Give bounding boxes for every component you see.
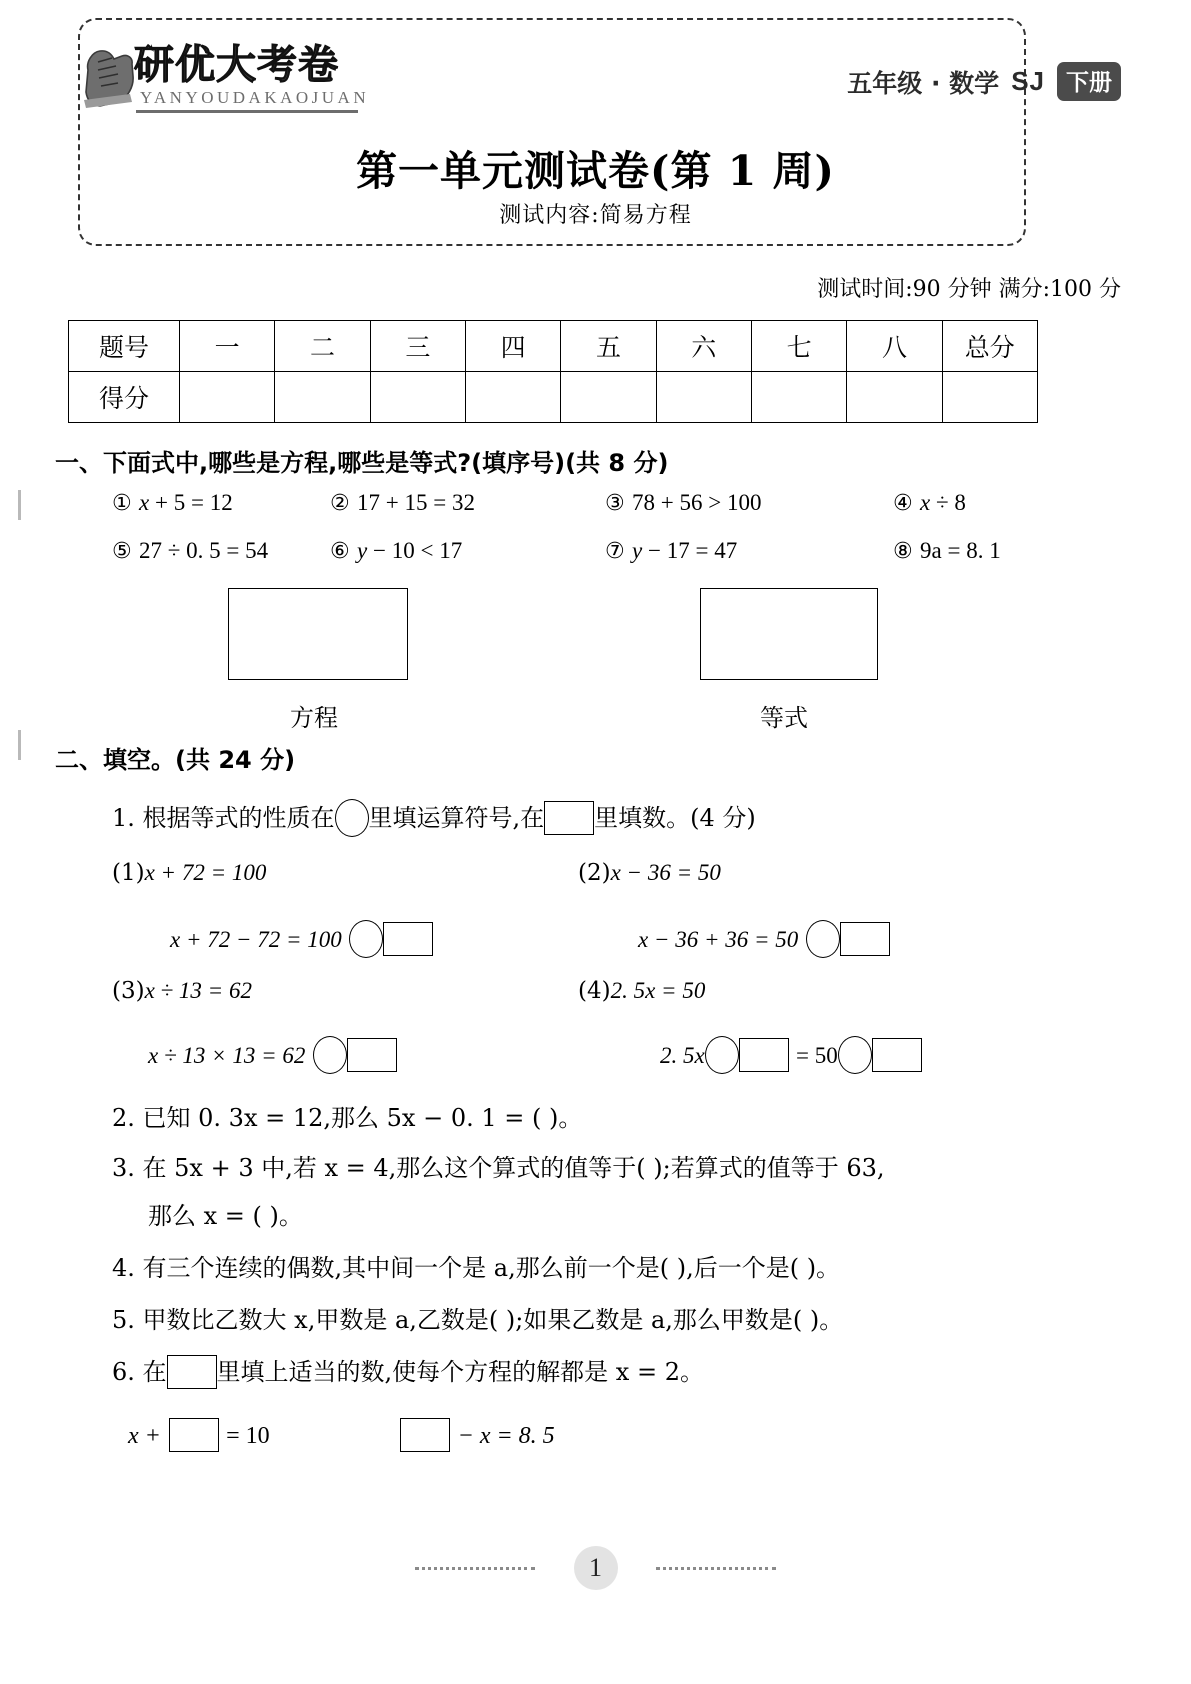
col-5: 五	[561, 321, 656, 372]
expr-item-4	[893, 490, 966, 516]
part-4-num: (4)	[578, 978, 611, 1004]
part-2-work-expr: x − 36 + 36 = 50	[638, 927, 799, 952]
part-1-number-blank[interactable]	[383, 922, 433, 956]
q6-right-post: − x = 8. 5	[457, 1423, 555, 1449]
score-cell-total[interactable]	[942, 372, 1037, 423]
part-3-num: (3)	[112, 978, 145, 1004]
col-2: 二	[275, 321, 370, 372]
expr-item-1-number: ①	[112, 491, 132, 516]
part-1-equation: x + 72 = 100	[144, 860, 267, 885]
question-1-part-3-label	[112, 978, 252, 1004]
question-6-blank-box[interactable]	[167, 1355, 217, 1389]
expr-item-5-body: 27 ÷ 0. 5 = 54	[139, 538, 269, 563]
part-2-equation: x − 36 = 50	[610, 860, 721, 885]
answer-box-equation-label: 方程	[290, 704, 338, 732]
edge-mark-top	[18, 490, 21, 520]
col-8: 八	[847, 321, 942, 372]
expr-item-7	[605, 538, 737, 564]
edge-mark-bottom	[18, 730, 21, 760]
expr-item-4-var: x	[920, 490, 931, 515]
expr-item-3	[605, 490, 762, 516]
expr-item-1-var: x	[139, 490, 150, 515]
table-row-scores	[69, 372, 1038, 423]
q6-left-pre: x +	[128, 1423, 161, 1449]
part-1-operator-blank[interactable]	[349, 920, 383, 958]
expr-item-2-number: ②	[330, 491, 350, 516]
grade-subject-label: 五年级 · 数学	[847, 68, 1000, 98]
part-2-number-blank[interactable]	[840, 922, 890, 956]
section-1-heading: 一、下面式中,哪些是方程,哪些是等式?(填序号)(共 8 分)	[55, 449, 669, 477]
page-title: 第一单元测试卷(第 1 周)	[356, 147, 835, 195]
question-1-part-2-label	[578, 860, 721, 886]
number-blank-box[interactable]	[544, 801, 594, 835]
col-7: 七	[751, 321, 846, 372]
score-cell-4[interactable]	[465, 372, 560, 423]
q6-left-post: = 10	[226, 1423, 270, 1449]
part-4-equation: 2. 5x = 50	[610, 978, 706, 1003]
expr-item-8-number: ⑧	[893, 539, 913, 564]
expr-item-3-number: ③	[605, 491, 625, 516]
question-1-text-a: 1. 根据等式的性质在	[112, 804, 335, 832]
expr-item-2-body: 17 + 15 = 32	[357, 490, 475, 515]
expr-item-6-body: − 10 < 17	[367, 538, 463, 563]
question-3-line-1: 3. 在 5x + 3 中,若 x = 4,那么这个算式的值等于( );若算式的值等于 63,	[112, 1154, 885, 1182]
col-total: 总分	[942, 321, 1037, 372]
row-label-score: 得分	[69, 372, 180, 423]
part-3-number-blank[interactable]	[347, 1038, 397, 1072]
answer-box-equation[interactable]	[228, 588, 408, 680]
question-6-text-pre: 6. 在	[112, 1358, 167, 1386]
part-1-work-expr: x + 72 − 72 = 100	[170, 927, 342, 952]
score-cell-3[interactable]	[370, 372, 465, 423]
expr-item-4-number: ④	[893, 491, 913, 516]
part-4-number-blank-b[interactable]	[872, 1038, 922, 1072]
expr-item-1	[112, 490, 233, 516]
question-2: 2. 已知 0. 3x = 12,那么 5x − 0. 1 = ( )。	[112, 1104, 583, 1132]
question-1-intro	[112, 798, 756, 837]
score-cell-7[interactable]	[751, 372, 846, 423]
part-4-work-post: = 50	[796, 1043, 838, 1068]
question-1-part-2-work	[638, 920, 890, 958]
expr-item-7-body: − 17 = 47	[642, 538, 738, 563]
col-6: 六	[656, 321, 751, 372]
col-4: 四	[465, 321, 560, 372]
part-1-num: (1)	[112, 860, 145, 886]
score-cell-1[interactable]	[180, 372, 275, 423]
question-4: 4. 有三个连续的偶数,其中间一个是 a,那么前一个是( ),后一个是( )。	[112, 1254, 841, 1282]
score-cell-5[interactable]	[561, 372, 656, 423]
expr-item-2	[330, 490, 475, 516]
question-1-text-c: 里填数。(4 分)	[594, 804, 756, 832]
expr-item-7-number: ⑦	[605, 539, 625, 564]
brand-name-cn: 研优大考卷	[134, 42, 339, 88]
score-cell-6[interactable]	[656, 372, 751, 423]
part-4-operator-blank-a[interactable]	[705, 1036, 739, 1074]
footer-rule-right	[656, 1567, 776, 1570]
grade-subject-line	[847, 62, 1121, 101]
score-table	[68, 320, 1038, 423]
expr-item-7-var: y	[632, 538, 643, 563]
answer-box-identity-label: 等式	[760, 704, 808, 732]
table-row-headers	[69, 321, 1038, 372]
question-1-part-1-label	[112, 860, 266, 886]
question-3-line-2: 那么 x = ( )。	[148, 1202, 303, 1230]
part-3-work-expr: x ÷ 13 × 13 = 62	[148, 1043, 306, 1068]
edition-label: SJ	[1011, 66, 1045, 96]
page-number: 1	[574, 1546, 618, 1590]
question-1-part-4-label	[578, 978, 705, 1004]
brand-name-pinyin: YANYOUDAKAOJUAN	[140, 88, 370, 107]
expr-item-8-body: 9a = 8. 1	[920, 538, 1001, 563]
volume-badge: 下册	[1057, 62, 1121, 101]
section-2-heading: 二、填空。(共 24 分)	[55, 746, 296, 774]
question-6-equation-left	[128, 1418, 270, 1452]
expr-item-5-number: ⑤	[112, 539, 132, 564]
row-label-question-no: 题号	[69, 321, 180, 372]
expr-item-6	[330, 538, 462, 564]
question-1-part-4-work	[660, 1036, 922, 1074]
score-cell-8[interactable]	[847, 372, 942, 423]
expr-item-1-body: + 5 = 12	[149, 490, 233, 515]
question-6-equation-right	[400, 1418, 555, 1452]
part-4-number-blank-a[interactable]	[739, 1038, 789, 1072]
brand-logo	[78, 42, 370, 114]
page-footer	[0, 1546, 1191, 1596]
fist-icon	[78, 42, 140, 108]
question-5: 5. 甲数比乙数大 x,甲数是 a,乙数是( );如果乙数是 a,那么甲数是( )。	[112, 1306, 844, 1334]
q6-left-blank[interactable]	[169, 1418, 219, 1452]
expr-item-3-body: 78 + 56 > 100	[632, 490, 762, 515]
expr-item-8	[893, 538, 1001, 564]
part-3-operator-blank[interactable]	[313, 1036, 347, 1074]
part-3-equation: x ÷ 13 = 62	[144, 978, 252, 1003]
question-1-part-3-work	[148, 1036, 397, 1074]
part-4-operator-blank-b[interactable]	[838, 1036, 872, 1074]
score-cell-2[interactable]	[275, 372, 370, 423]
expr-item-6-var: y	[357, 538, 368, 563]
col-3: 三	[370, 321, 465, 372]
part-2-operator-blank[interactable]	[806, 920, 840, 958]
question-1-text-b: 里填运算符号,在	[368, 804, 545, 832]
expr-item-5	[112, 538, 268, 564]
answer-box-identity[interactable]	[700, 588, 878, 680]
q6-right-blank[interactable]	[400, 1418, 450, 1452]
exam-meta: 测试时间:90 分钟 满分:100 分	[817, 277, 1121, 302]
brand-rule	[136, 110, 358, 113]
part-4-work-expr: 2. 5x	[660, 1043, 705, 1068]
page-subtitle: 测试内容:简易方程	[499, 203, 692, 228]
question-6-intro	[112, 1352, 704, 1389]
expr-item-6-number: ⑥	[330, 539, 350, 564]
part-2-num: (2)	[578, 860, 611, 886]
col-1: 一	[180, 321, 275, 372]
question-1-part-1-work	[170, 920, 433, 958]
footer-rule-left	[415, 1567, 535, 1570]
operator-blank-circle[interactable]	[335, 799, 369, 837]
expr-item-4-body: ÷ 8	[930, 490, 966, 515]
question-6-text-post: 里填上适当的数,使每个方程的解都是 x = 2。	[216, 1358, 704, 1386]
